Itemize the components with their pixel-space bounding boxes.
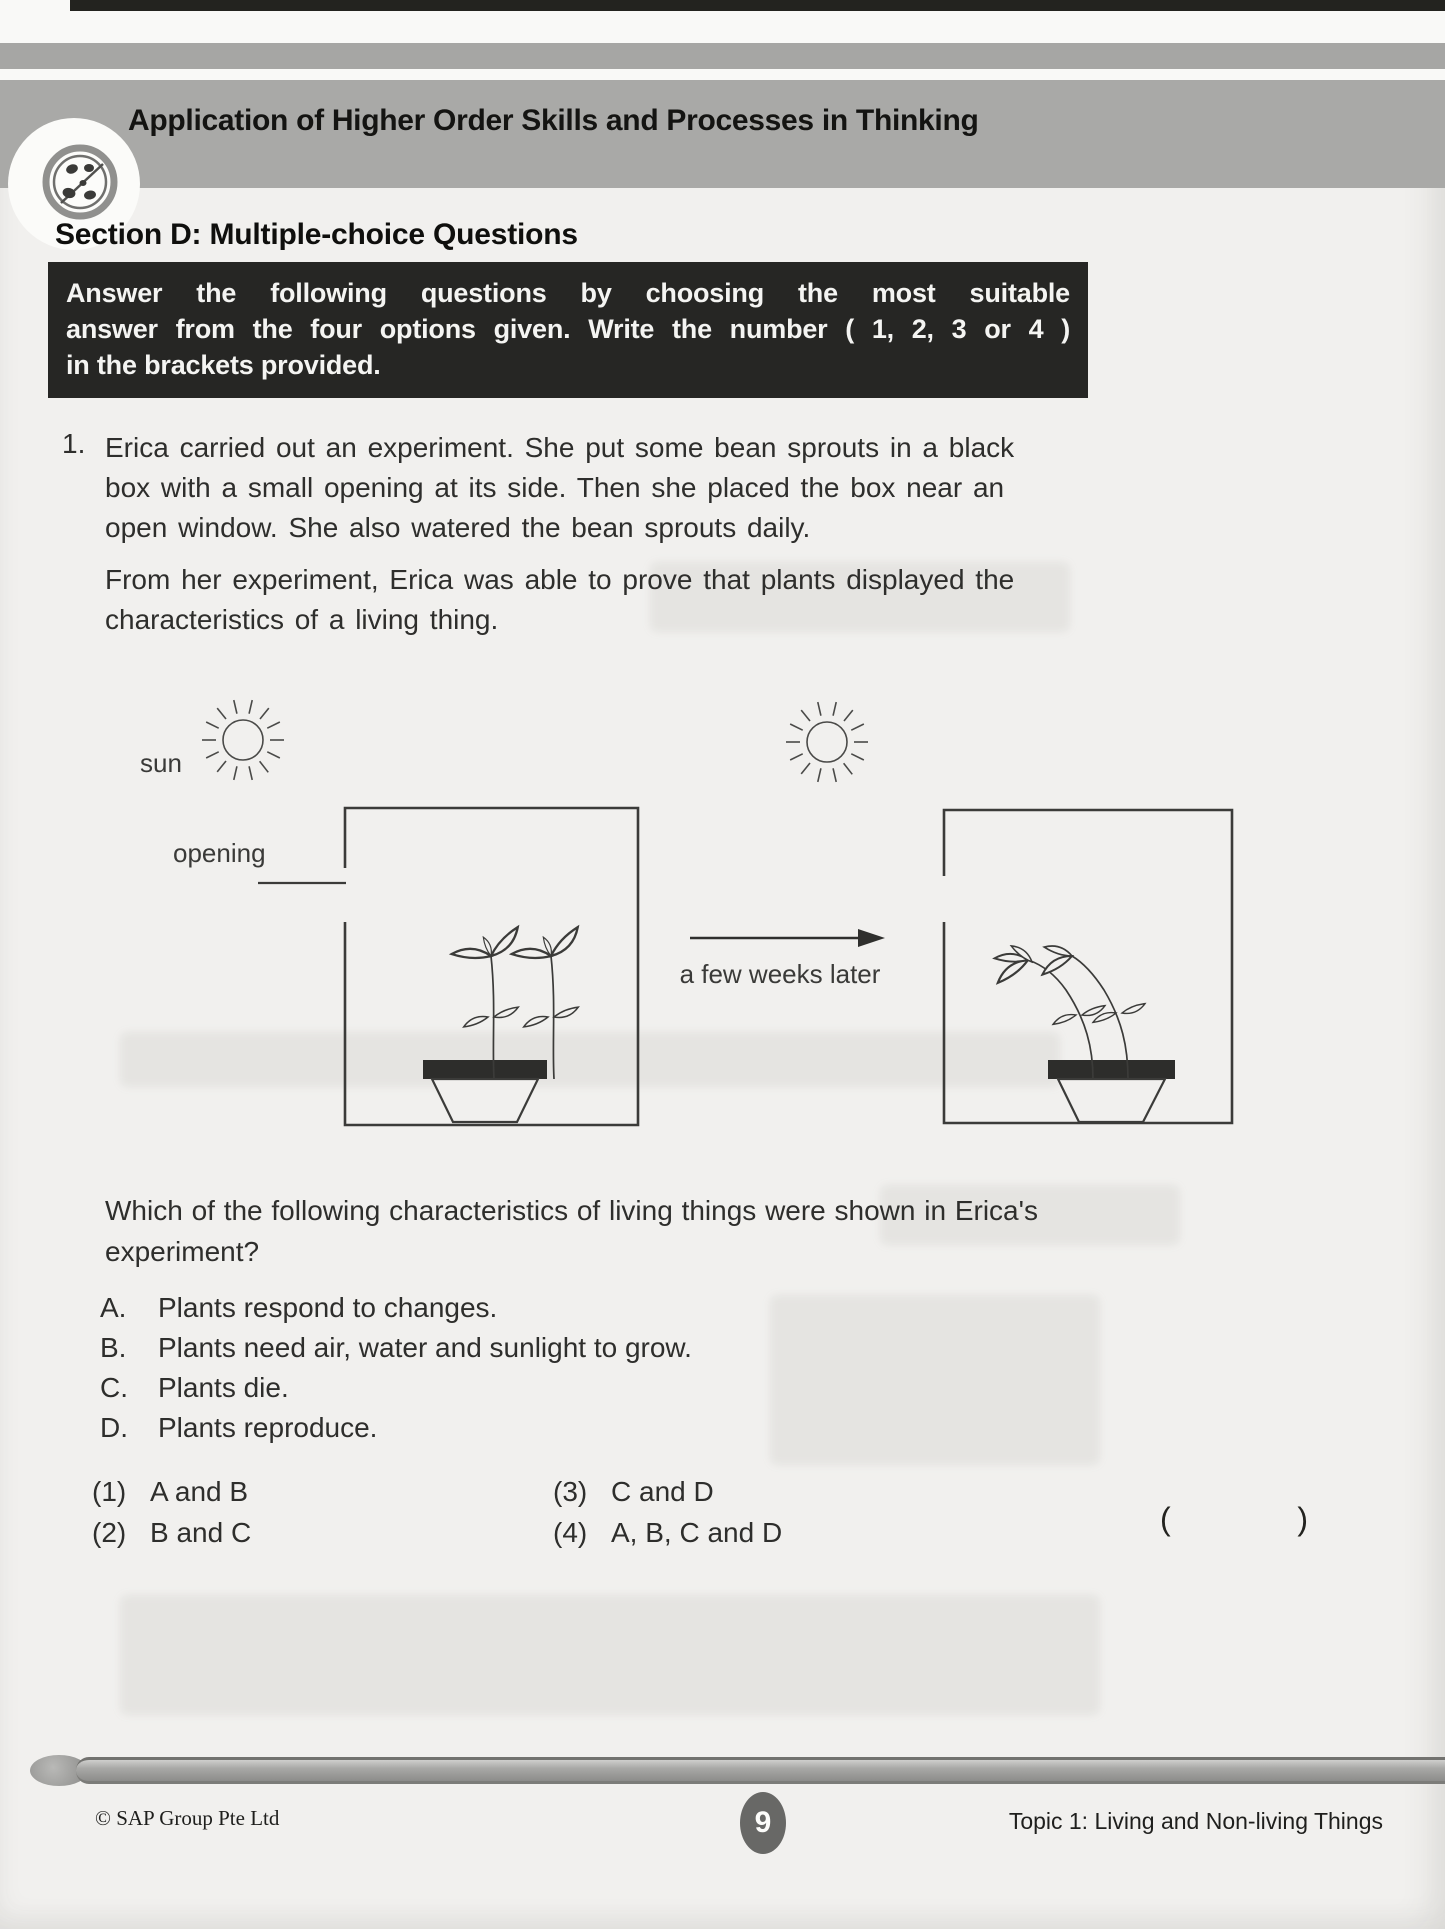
answer-text: B and C — [150, 1517, 252, 1548]
bean-sprouts-bent-toward-opening — [994, 938, 1145, 1079]
answer-text: A and B — [150, 1476, 249, 1507]
answer-choice — [92, 1476, 248, 1508]
section-heading: Section D: Multiple-choice Questions — [55, 218, 578, 251]
option-letter: D. — [100, 1412, 128, 1443]
answer-brackets — [1160, 1501, 1308, 1538]
plant-pot-1 — [423, 1060, 547, 1122]
option-letter: B. — [100, 1332, 127, 1363]
instruction-line: in the brackets provided. — [66, 350, 381, 380]
option-row — [100, 1412, 692, 1452]
instruction-line: Answer the following questions by choosing the most suitable — [66, 278, 1070, 308]
question-paragraph-1 — [105, 428, 1014, 548]
answer-number: (2) — [92, 1517, 127, 1548]
option-list — [100, 1292, 692, 1452]
bracket-open: ( — [1160, 1501, 1171, 1537]
bean-sprouts-upright — [452, 927, 585, 1079]
answer-text: C and D — [611, 1476, 714, 1507]
question-text-line: Erica carried out an experiment. She put some bean sprouts in a black — [105, 432, 1015, 463]
header-accent-stripe — [0, 43, 1445, 69]
arrow-caption: a few weeks later — [679, 959, 881, 989]
question-text-line: open window. She also watered the bean sprouts daily. — [105, 512, 811, 543]
question-text-line: From her experiment, Erica was able to prove that plants displayed the — [105, 564, 1015, 595]
question-prompt — [105, 1190, 1038, 1272]
scan-showthrough — [770, 1295, 1100, 1465]
copyright-text: © SAP Group Pte Ltd — [95, 1806, 280, 1830]
answer-number: (4) — [553, 1517, 588, 1548]
plant-pot-2 — [1048, 1060, 1175, 1122]
option-text: Plants reproduce. — [158, 1412, 378, 1443]
sun-icon — [786, 702, 868, 782]
question-text-line: experiment? — [105, 1236, 260, 1267]
option-text: Plants need air, water and sunlight to grow. — [158, 1332, 692, 1363]
bracket-close: ) — [1297, 1501, 1308, 1537]
scan-showthrough — [120, 1595, 1100, 1715]
page-number-badge: 9 — [740, 1792, 786, 1854]
answer-text: A, B, C and D — [611, 1517, 783, 1548]
experiment-diagram — [90, 690, 1270, 1150]
ladybug-icon — [38, 140, 122, 224]
footer-rule — [76, 1757, 1445, 1784]
answer-number: (1) — [92, 1476, 127, 1507]
option-letter: C. — [100, 1372, 128, 1403]
answer-number: (3) — [553, 1476, 588, 1507]
question-text-line: characteristics of a living thing. — [105, 604, 499, 635]
scan-edge-bar — [70, 0, 1445, 11]
answer-choice — [553, 1476, 714, 1508]
option-text: Plants respond to changes. — [158, 1292, 498, 1323]
sun-label: sun — [140, 748, 182, 778]
option-row — [100, 1292, 692, 1332]
arrow-icon — [690, 929, 885, 947]
instruction-box — [48, 262, 1088, 398]
answer-choice — [92, 1517, 251, 1549]
option-row — [100, 1372, 692, 1412]
option-letter: A. — [100, 1292, 127, 1323]
question-number: 1. — [62, 428, 86, 459]
option-row — [100, 1332, 692, 1372]
question-paragraph-2 — [105, 560, 1014, 640]
question-text-line: Which of the following characteristics of living things were shown in Erica's — [105, 1195, 1038, 1226]
option-text: Plants die. — [158, 1372, 289, 1403]
answer-choice — [553, 1517, 782, 1549]
page-title: Application of Higher Order Skills and Processes in Thinking — [128, 104, 979, 137]
topic-label: Topic 1: Living and Non-living Things — [1008, 1808, 1383, 1834]
sun-icon — [202, 700, 284, 780]
question-text-line: box with a small opening at its side. Then she placed the box near an — [105, 472, 1005, 503]
opening-label: opening — [173, 838, 266, 868]
instruction-line: answer from the four options given. Write the number ( 1, 2, 3 or 4 ) — [66, 314, 1070, 344]
